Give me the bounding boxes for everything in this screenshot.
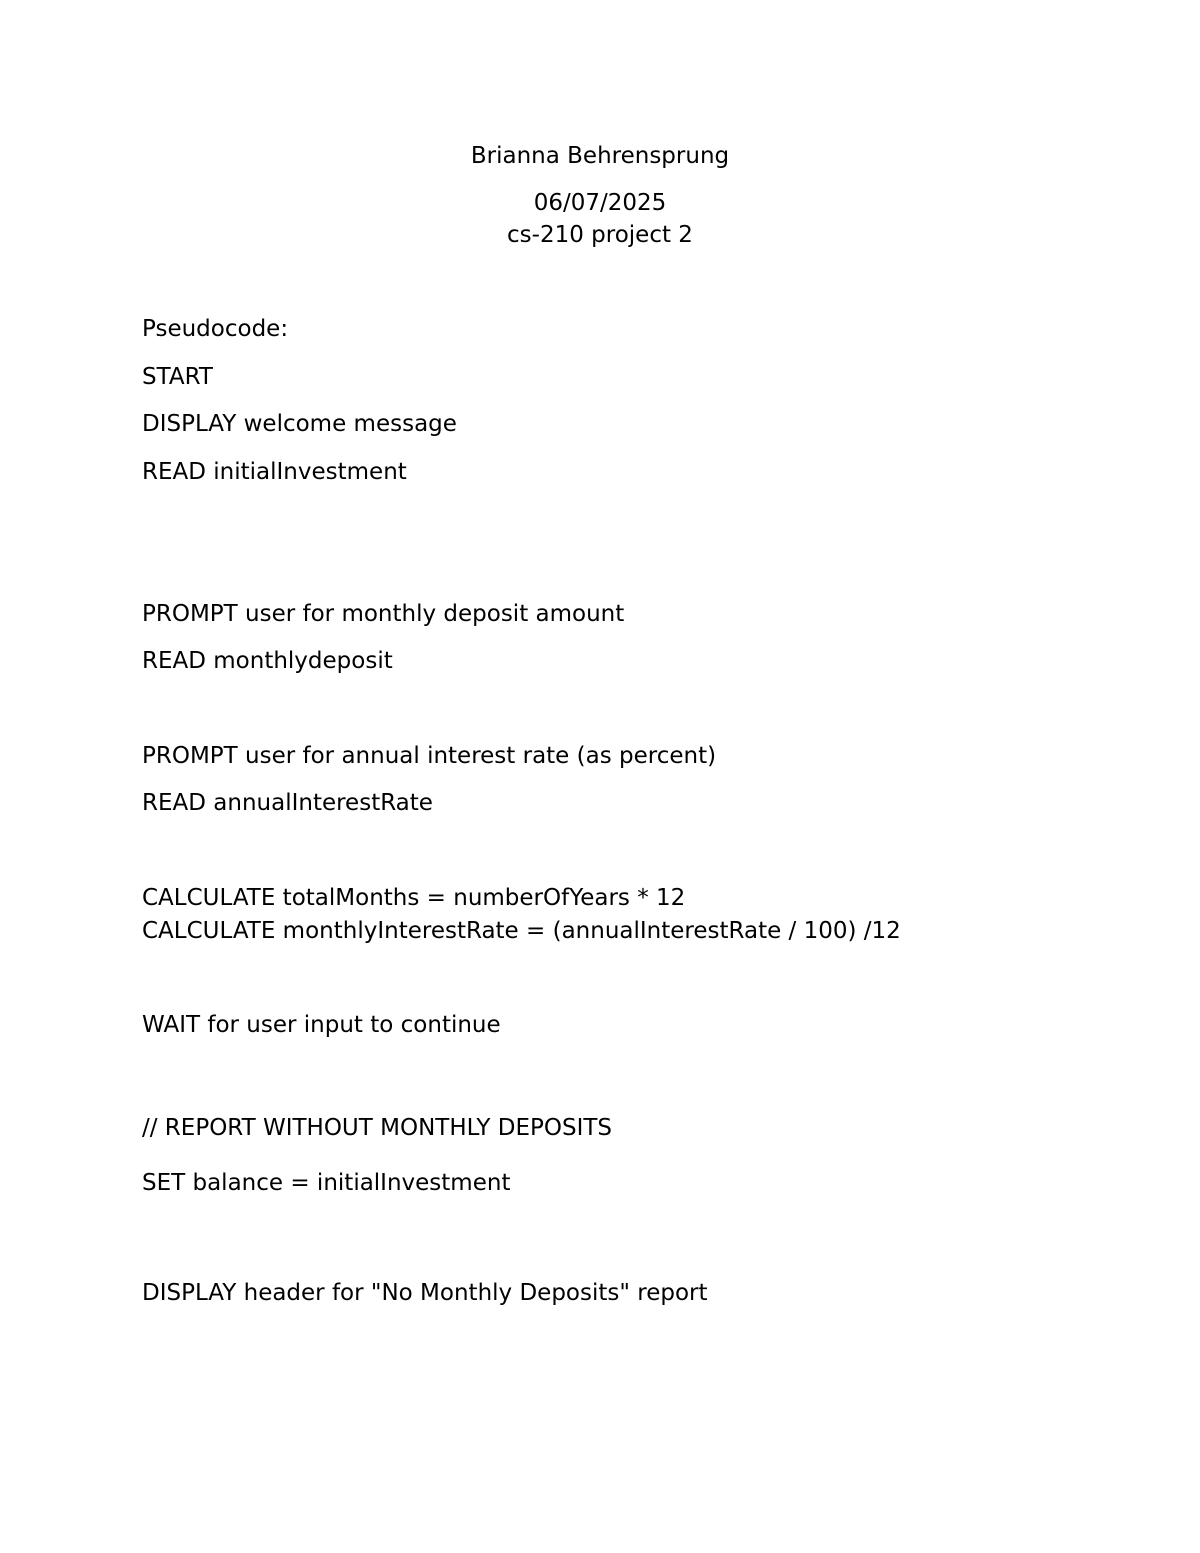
- course-title: cs-210 project 2: [507, 222, 693, 248]
- pseudocode-line: PROMPT user for annual interest rate (as percent): [142, 743, 717, 769]
- pseudocode-line: READ annualInterestRate: [142, 790, 433, 816]
- pseudocode-line: SET balance = initialInvestment: [142, 1170, 511, 1196]
- pseudocode-line: DISPLAY welcome message: [142, 411, 457, 437]
- pseudocode-line: READ initialInvestment: [142, 459, 407, 485]
- document-date: 06/07/2025: [533, 190, 667, 216]
- pseudocode-line: CALCULATE monthlyInterestRate = (annualInterestRate / 100) /12: [142, 918, 901, 944]
- pseudocode-heading: Pseudocode:: [142, 316, 289, 342]
- pseudocode-line: CALCULATE totalMonths = numberOfYears * 12: [142, 885, 686, 911]
- pseudocode-line: READ monthlydeposit: [142, 648, 393, 674]
- pseudocode-comment: // REPORT WITHOUT MONTHLY DEPOSITS: [142, 1115, 612, 1141]
- pseudocode-line: START: [142, 364, 213, 390]
- pseudocode-line: DISPLAY header for "No Monthly Deposits" report: [142, 1280, 708, 1306]
- pseudocode-line: PROMPT user for monthly deposit amount: [142, 601, 625, 627]
- pseudocode-line: WAIT for user input to continue: [142, 1012, 501, 1038]
- author-name: Brianna Behrensprung: [470, 143, 730, 169]
